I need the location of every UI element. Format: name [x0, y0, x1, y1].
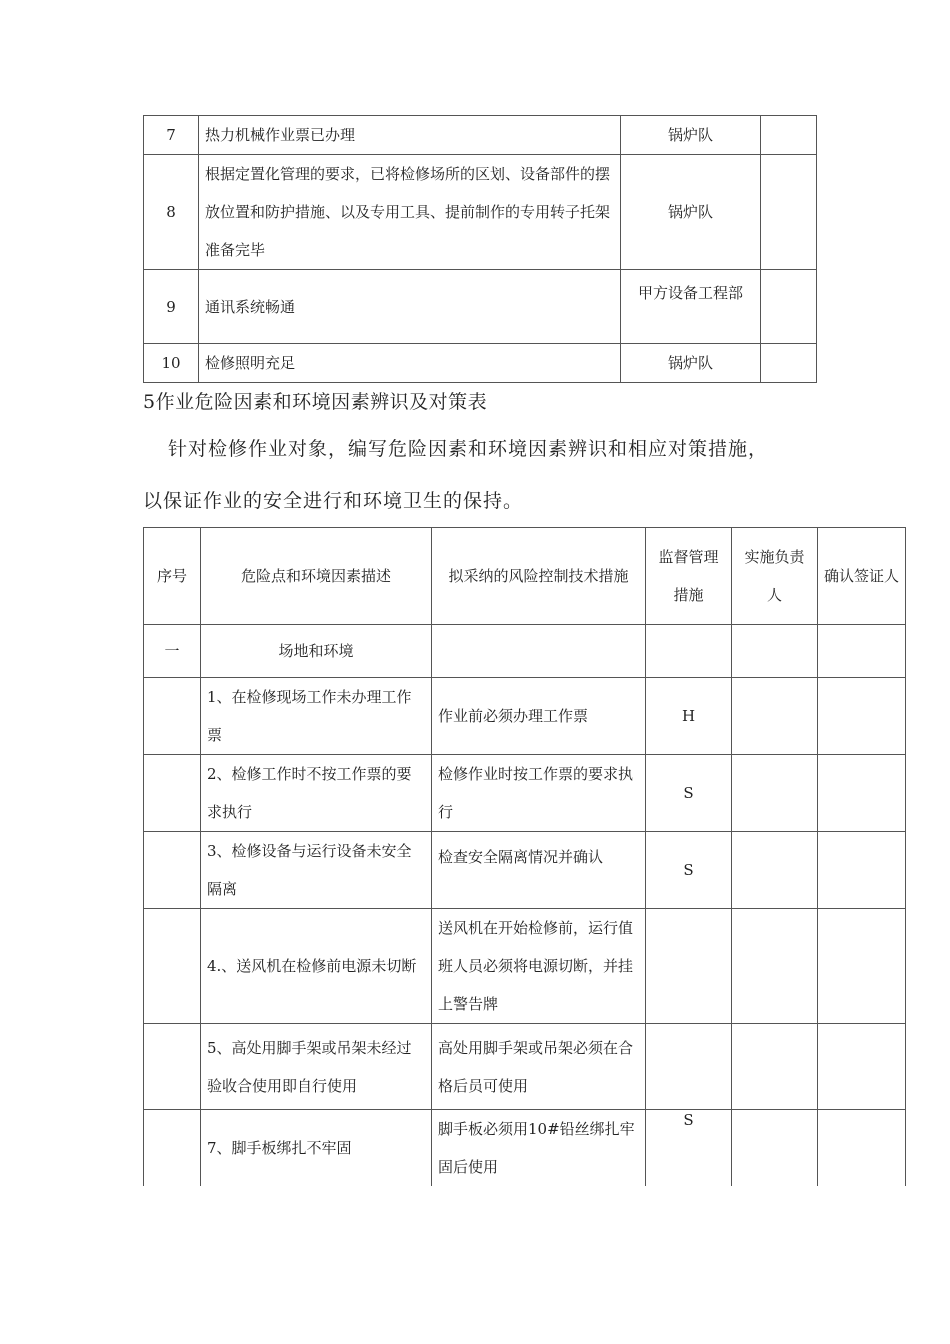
group-title: 场地和环境 — [201, 625, 432, 678]
control-measure: 送风机在开始检修前，运行值班人员必须将电源切断，并挂上警告牌 — [432, 909, 646, 1024]
risk-level: S — [646, 832, 732, 909]
row-number: 8 — [144, 155, 199, 270]
responsible-party: 锅炉队 — [621, 344, 761, 383]
table-row — [144, 755, 906, 832]
risk-level — [646, 909, 732, 1024]
hazard-description: 2、检修工作时不按工作票的要求执行 — [201, 755, 432, 832]
risk-level — [646, 1024, 732, 1110]
table-row — [144, 1024, 906, 1110]
table-row — [144, 155, 817, 270]
control-measure: 检查安全隔离情况并确认 — [432, 832, 646, 909]
section-title: 5作业危险因素和环境因素辨识及对策表 — [143, 391, 488, 413]
paragraph-line: 针对检修作业对象，编写危险因素和环境因素辨识和相应对策措施， — [168, 438, 769, 460]
control-measure: 脚手板必须用10#铅丝绑扎牢固后使用 — [432, 1110, 646, 1187]
header-confirmer: 确认签证人 — [818, 528, 906, 625]
table-row — [144, 116, 817, 155]
header-number: 序号 — [144, 528, 201, 625]
row-number: 9 — [144, 270, 199, 344]
check-cell — [761, 155, 817, 270]
control-measure: 高处用脚手架或吊架必须在合格后员可使用 — [432, 1024, 646, 1110]
hazard-table — [143, 527, 906, 1186]
risk-level: S — [646, 1110, 732, 1187]
hazard-description: 3、检修设备与运行设备未安全隔离 — [201, 832, 432, 909]
check-cell — [761, 270, 817, 344]
hazard-description: 5、高处用脚手架或吊架未经过验收合使用即自行使用 — [201, 1024, 432, 1110]
header-implementer: 实施负责人 — [732, 528, 818, 625]
checklist-table — [143, 115, 817, 383]
responsible-party: 甲方设备工程部 — [621, 270, 761, 344]
responsible-party: 锅炉队 — [621, 116, 761, 155]
check-item: 根据定置化管理的要求，已将检修场所的区划、设备部件的摆放位置和防护措施、以及专用工具、提前制作的专用转子托架准备完毕 — [199, 155, 621, 270]
risk-level: H — [646, 678, 732, 755]
responsible-party: 锅炉队 — [621, 155, 761, 270]
hazard-description: 1、在检修现场工作未办理工作票 — [201, 678, 432, 755]
header-measure: 拟采纳的风险控制技术措施 — [432, 528, 646, 625]
group-row — [144, 625, 906, 678]
header-supervise: 监督管理措施 — [646, 528, 732, 625]
row-number: 10 — [144, 344, 199, 383]
control-measure: 检修作业时按工作票的要求执行 — [432, 755, 646, 832]
header-row — [144, 528, 906, 625]
group-number: 一 — [144, 625, 201, 678]
header-description: 危险点和环境因素描述 — [201, 528, 432, 625]
check-cell — [761, 116, 817, 155]
table-row — [144, 832, 906, 909]
check-item: 热力机械作业票已办理 — [199, 116, 621, 155]
table-row — [144, 1110, 906, 1187]
paragraph-line: 以保证作业的安全进行和环境卫生的保持。 — [143, 490, 524, 512]
risk-level: S — [646, 755, 732, 832]
check-item: 通讯系统畅通 — [199, 270, 621, 344]
table-row — [144, 344, 817, 383]
check-item: 检修照明充足 — [199, 344, 621, 383]
hazard-description: 4.、送风机在检修前电源未切断 — [201, 909, 432, 1024]
control-measure: 作业前必须办理工作票 — [432, 678, 646, 755]
table-row — [144, 909, 906, 1024]
table-row — [144, 678, 906, 755]
check-cell — [761, 344, 817, 383]
row-number: 7 — [144, 116, 199, 155]
table-row — [144, 270, 817, 344]
hazard-description: 7、脚手板绑扎不牢固 — [201, 1110, 432, 1187]
